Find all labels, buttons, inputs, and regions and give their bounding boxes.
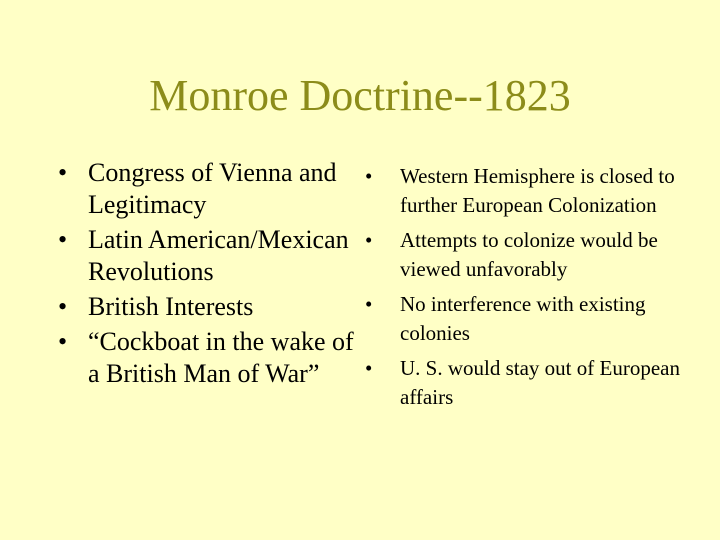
right-bullet-list [360,162,680,412]
bullet-icon: • [58,292,68,321]
list-item-text: U. S. would stay out of European affairs [400,356,680,409]
left-bullet-list [58,157,358,390]
bullet-icon: • [58,327,68,356]
list-item-text: Latin American/Mexican Revolutions [88,225,349,286]
list-item [58,291,358,323]
bullet-icon: • [365,228,373,252]
bullet-icon: • [58,225,68,254]
list-item-text: “Cockboat in the wake of a British Man of War” [88,327,354,388]
bullet-icon: • [365,164,373,188]
list-item [360,354,680,412]
list-item [58,157,358,221]
slide-title: Monroe Doctrine--1823 [149,71,571,120]
list-item [360,290,680,348]
list-item [58,326,358,390]
list-item-text: Attempts to colonize would be viewed unfavorably [400,228,658,281]
bullet-icon: • [58,158,68,187]
list-item [58,224,358,288]
list-item-text: Congress of Vienna and Legitimacy [88,158,337,219]
list-item [360,226,680,284]
list-item-text: Western Hemisphere is closed to further European Colonization [400,164,675,217]
bullet-icon: • [365,292,373,316]
list-item-text: British Interests [88,292,254,321]
bullet-icon: • [365,356,373,380]
list-item-text: No interference with existing colonies [400,292,646,345]
list-item [360,162,680,220]
